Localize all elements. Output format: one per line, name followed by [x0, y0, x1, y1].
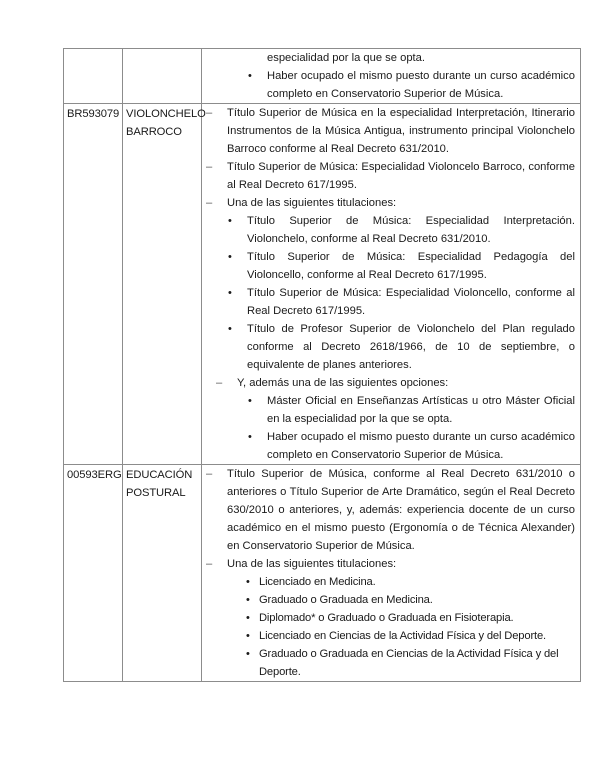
list-item-text: Diplomado* o Graduado o Graduada en Fisioterapia.: [259, 612, 514, 624]
list-item-text: Una de las siguientes titulaciones:: [227, 197, 397, 209]
list-item-text: Título de Profesor Superior de Violonchelo del Plan regulado conforme al Decreto 2618/1966, de 10 de septiembre, o equivalente de planes anteriores.: [247, 323, 575, 371]
list-item-text: Haber ocupado el mismo puesto durante un curso académico completo en Conservatorio Superior de Música.: [267, 70, 575, 100]
list-item-text: Título Superior de Música, conforme al Real Decreto 631/2010 o anteriores o Título Superior de Arte Dramático, según el Real Decreto 630/2010 o anteriores, y, además: experiencia docente de un curso académico en el mismo puesto (Ergonomía o de Técnica Alexander) en Conservatorio Superior de Música.: [227, 468, 575, 552]
dash-icon: –: [206, 197, 213, 209]
bullet-icon: •: [248, 431, 252, 443]
list-item-text: Licenciado en Ciencias de la Actividad Física y del Deporte.: [259, 630, 547, 642]
list-item: [206, 212, 575, 248]
list-item: [206, 465, 575, 555]
list-item-text: Título Superior de Música: Especialidad Violoncello, conforme al Real Decreto 617/1995.: [247, 287, 575, 317]
list-item: [206, 392, 575, 428]
list-item: [206, 627, 575, 645]
list-item: [206, 248, 575, 284]
list-item: [206, 158, 575, 194]
list-item-text: Graduado o Graduada en Medicina.: [259, 594, 433, 606]
list-item-text: Una de las siguientes titulaciones:: [227, 558, 397, 570]
list-item: [206, 573, 575, 591]
list-item-text: Haber ocupado el mismo puesto durante un curso académico completo en Conservatorio Superior de Música.: [267, 431, 575, 461]
list-item-text: Título Superior de Música: Especialidad Interpretación. Violonchelo, conforme al Real Decreto 631/2010.: [247, 215, 575, 245]
dash-icon: –: [206, 107, 213, 119]
list-item: [206, 104, 575, 158]
list-item-text: Título Superior de Música: Especialidad Pedagogía del Violoncello, conforme al Real Decreto 617/1995.: [247, 251, 575, 281]
list-item-text: Título Superior de Música en la especialidad Interpretación, Itinerario Instrumentos de la Música Antigua, instrumento principal Violonchelo Barroco conforme al Real Decreto 631/2010.: [227, 107, 575, 155]
bullet-icon: •: [248, 70, 252, 82]
table-row: [64, 104, 581, 465]
list-item: [206, 609, 575, 627]
dash-icon: –: [206, 558, 213, 570]
bullet-icon: •: [246, 612, 250, 624]
list-item-text: Graduado o Graduada en Ciencias de la Actividad Física y del Deporte.: [259, 648, 559, 678]
specialty-cell: [123, 49, 202, 104]
specialty-cell: [123, 104, 206, 465]
requirements-cell: [202, 104, 581, 465]
list-item: [206, 67, 575, 103]
list-item-text: Y, además una de las siguientes opciones:: [237, 377, 449, 389]
table-row: [64, 465, 581, 682]
bullet-icon: •: [228, 251, 232, 263]
list-item-text: Licenciado en Medicina.: [259, 576, 376, 588]
table-row: [64, 49, 581, 104]
list-item-text: Máster Oficial en Enseñanzas Artísticas u otro Máster Oficial en la especialidad por la que se opta.: [267, 395, 575, 425]
dash-icon: –: [206, 468, 213, 480]
list-item: [206, 428, 575, 464]
continuation-text: especialidad por la que se opta.: [267, 52, 425, 64]
list-item-text: Título Superior de Música: Especialidad Violoncelo Barroco, conforme al Real Decreto 617/1995.: [227, 161, 575, 191]
list-item: [206, 194, 575, 212]
code-cell: 00593ERG: [64, 465, 123, 682]
code-cell: BR593079: [64, 104, 123, 465]
specialty-name-line: POSTURAL: [126, 487, 186, 499]
bullet-icon: •: [246, 576, 250, 588]
specialty-name-line: EDUCACIÓN: [126, 469, 193, 481]
bullet-icon: •: [228, 323, 232, 335]
list-item: [206, 284, 575, 320]
list-item: [206, 555, 575, 573]
list-item: [206, 591, 575, 609]
requirements-table: [63, 48, 581, 682]
list-item: [206, 645, 575, 681]
requirements-cell: [202, 465, 581, 682]
bullet-icon: •: [246, 648, 250, 660]
specialty-name-line: BARROCO: [126, 126, 182, 138]
bullet-icon: •: [246, 594, 250, 606]
list-item: [206, 374, 575, 392]
dash-icon: –: [216, 377, 223, 389]
bullet-icon: •: [248, 395, 252, 407]
bullet-icon: •: [246, 630, 250, 642]
bullet-icon: •: [228, 215, 232, 227]
bullet-icon: •: [228, 287, 232, 299]
requirements-cell: [202, 49, 581, 104]
specialty-name-line: VIOLONCHELO: [126, 108, 206, 120]
dash-icon: –: [206, 161, 213, 173]
specialty-cell: [123, 465, 202, 682]
list-item: [206, 320, 575, 374]
code-cell: [64, 49, 123, 104]
